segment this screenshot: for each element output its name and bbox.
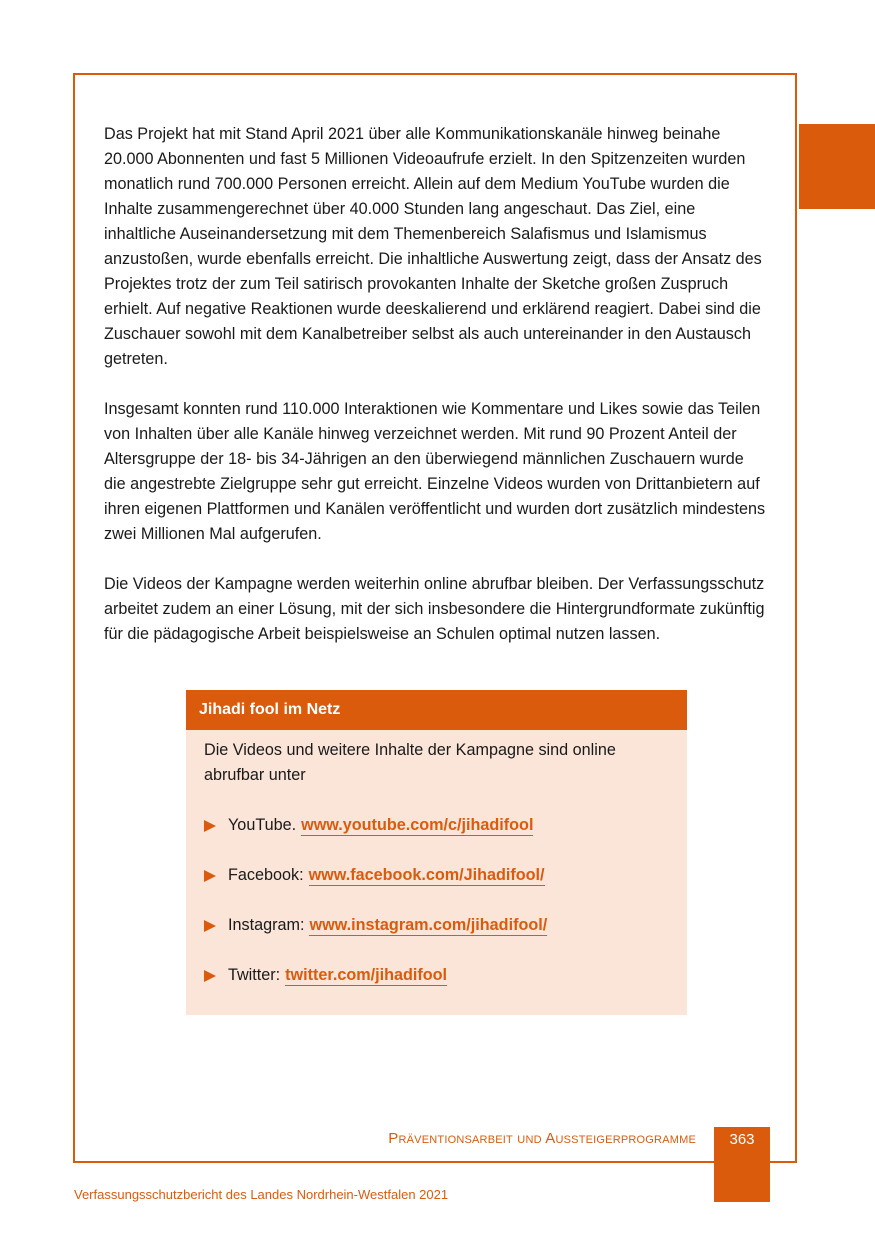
link-list	[186, 813, 687, 988]
paragraph-2: Insgesamt konnten rund 110.000 Interaktionen wie Kommentare und Likes sowie das Teilen von Inhalten über alle Kanäle hinweg verzeichnet werden. Mit rund 90 Prozent Anteil der Altersgruppe der 18- bis 34-Jährigen an den überwiegend männlichen Zuschauern wurde die angestrebte Zielgruppe sehr gut erreicht. Einzelne Videos wurden von Drittanbietern auf ihren eigenen Plattformen und Kanälen veröffentlicht und wurden dort zusätzlich mindestens zwei Millionen Mal aufgerufen.	[104, 400, 766, 543]
link-label: Instagram:	[228, 916, 305, 934]
list-item	[204, 863, 669, 888]
page-number: 363	[714, 1127, 770, 1202]
bullet-triangle-icon	[204, 820, 216, 832]
report-caption: Verfassungsschutzbericht des Landes Nordrhein-Westfalen 2021	[74, 1187, 449, 1202]
info-box-title: Jihadi fool im Netz	[186, 690, 687, 730]
list-item	[204, 913, 669, 938]
link-label: Twitter:	[228, 966, 281, 984]
paragraph-3: Die Videos der Kampagne werden weiterhin online abrufbar bleiben. Der Verfassungsschutz arbeitet zudem an einer Lösung, mit der sich insbesondere die Hintergrundformate zukünftig für die pädagogische Arbeit beispielsweise an Schulen optimal nutzen lassen.	[104, 575, 765, 643]
list-item	[204, 813, 669, 838]
facebook-link[interactable]: www.facebook.com/Jihadifool/	[308, 866, 545, 884]
section-title-footer: Präventionsarbeit und Aussteigerprogramme	[388, 1130, 696, 1147]
youtube-link[interactable]: www.youtube.com/c/jihadifool	[301, 816, 534, 834]
link-label: YouTube.	[228, 816, 297, 834]
info-box	[186, 690, 687, 1015]
instagram-link[interactable]: www.instagram.com/jihadifool/	[309, 916, 548, 934]
bullet-triangle-icon	[204, 920, 216, 932]
chapter-tab-marker	[799, 124, 875, 209]
twitter-link[interactable]: twitter.com/jihadifool	[285, 966, 448, 984]
main-text	[104, 122, 768, 672]
bullet-triangle-icon	[204, 870, 216, 882]
link-label: Facebook:	[228, 866, 304, 884]
paragraph-1: Das Projekt hat mit Stand April 2021 über alle Kommunikationskanäle hinweg beinahe 20.000 Abonnenten und fast 5 Millionen Videoaufrufe erzielt. In den Spitzenzeiten wurden monatlich rund 700.000 Personen erreicht. Allein auf dem Medium YouTube wurden die Inhalte zusammengerechnet über 40.000 Stunden lang angeschaut. Das Ziel, eine inhaltliche Auseinandersetzung mit dem Themenbereich Salafismus und Islamismus anzustoßen, wurde ebenfalls erreicht. Die inhaltliche Auswertung zeigt, dass der Ansatz des Projektes trotz der zum Teil satirisch provokanten Inhalte der Sketche großen Zuspruch erhielt. Auf negative Reaktionen wurde deeskalierend und erklärend reagiert. Dabei sind die Zuschauer sowohl mit dem Kanalbetreiber selbst als auch untereinander in den Austausch getreten.	[104, 125, 762, 368]
info-box-intro: Die Videos und weitere Inhalte der Kampagne sind online abrufbar unter	[204, 741, 616, 784]
list-item	[204, 963, 669, 988]
bullet-triangle-icon	[204, 970, 216, 982]
